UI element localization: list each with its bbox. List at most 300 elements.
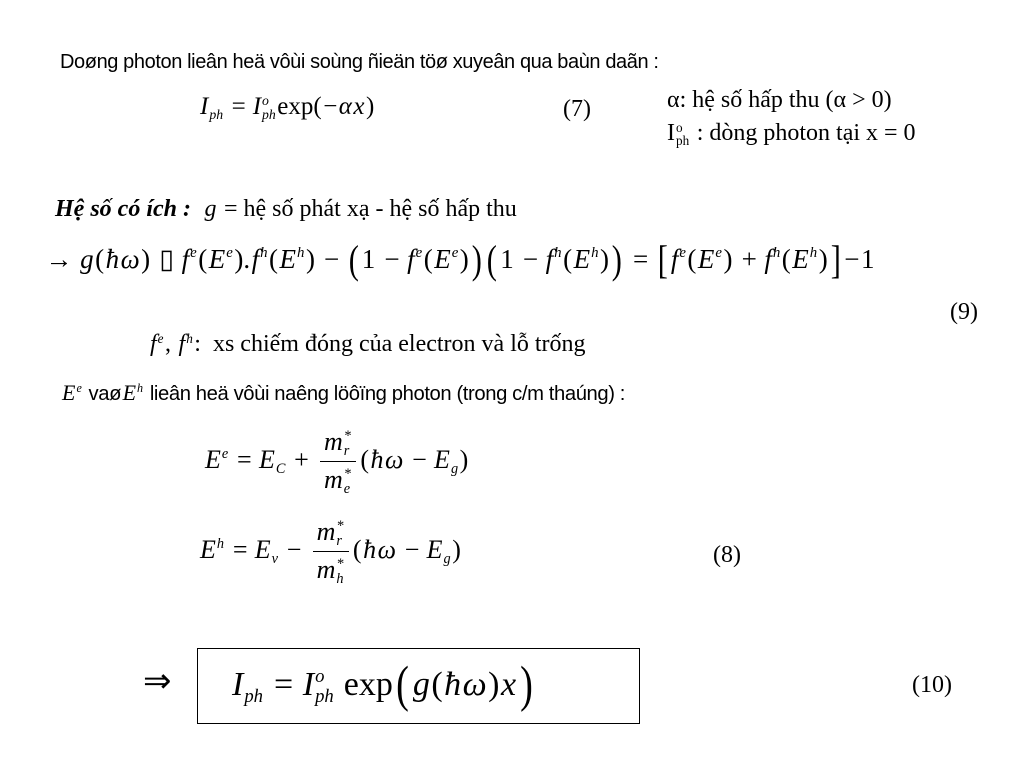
superscript: *	[343, 466, 351, 483]
math-script	[244, 667, 263, 706]
subscript: g	[450, 460, 459, 477]
math-glyph: ħ	[444, 665, 462, 703]
math-glyph: = hệ số phát xạ - hệ số hấp thu	[217, 196, 517, 222]
math-term	[353, 92, 364, 122]
math-glyph: E	[279, 244, 297, 275]
math-glyph: [	[657, 237, 668, 282]
math-term	[460, 444, 469, 475]
math-term	[259, 444, 285, 477]
math-term	[280, 243, 305, 277]
math-term	[55, 195, 203, 224]
math-term	[488, 665, 499, 706]
math-bracket	[471, 237, 483, 282]
math-term	[370, 444, 383, 475]
math-script	[715, 246, 722, 277]
math-glyph: )	[818, 244, 828, 275]
math-term	[667, 119, 689, 148]
math-glyph: )	[452, 534, 461, 564]
math-glyph: I	[252, 93, 262, 120]
math-term	[764, 243, 780, 277]
math-term	[324, 464, 351, 497]
math-term	[255, 534, 278, 567]
math-script	[137, 382, 143, 407]
math-term	[62, 380, 82, 408]
math-glyph: f	[764, 244, 772, 275]
math-script	[344, 429, 351, 459]
math-glyph: f	[407, 244, 415, 275]
math-term	[141, 243, 150, 275]
math-glyph: f	[178, 331, 186, 357]
math-glyph: =	[232, 534, 248, 564]
math-script	[810, 246, 817, 277]
math-term	[378, 534, 396, 565]
math-glyph: I	[667, 120, 675, 146]
math-glyph: (	[431, 665, 443, 703]
math-script	[451, 447, 458, 477]
math-operator	[633, 243, 648, 275]
math-glyph: x	[501, 665, 517, 703]
occupancy-definition	[150, 330, 587, 359]
math-script	[344, 467, 351, 497]
math-glyph: (	[687, 244, 697, 275]
math-glyph: E	[697, 244, 715, 275]
math-term	[204, 195, 216, 224]
math-operator	[237, 444, 252, 475]
math-glyph: +	[741, 244, 757, 275]
fraction-numerator	[313, 516, 349, 552]
math-operator	[294, 444, 309, 475]
math-term	[179, 330, 193, 359]
math-term	[407, 243, 422, 277]
math-glyph: I	[200, 93, 209, 120]
math-glyph: E	[208, 244, 226, 275]
math-term	[182, 243, 197, 277]
math-script	[336, 519, 343, 549]
equation-10	[232, 657, 536, 713]
math-term	[339, 92, 352, 122]
math-term	[546, 243, 562, 277]
equation-8-electron	[205, 426, 470, 497]
math-bracket	[396, 657, 410, 713]
math-operator	[384, 243, 399, 275]
equation-label-10: (10)	[912, 672, 952, 698]
math-glyph: m	[323, 465, 343, 495]
math-operator	[159, 243, 174, 275]
math-script	[444, 537, 451, 567]
math-glyph: E	[792, 244, 809, 275]
math-term	[360, 444, 369, 475]
alpha-definition: α: hệ số hấp thu (α > 0)	[667, 87, 892, 113]
math-glyph: g	[204, 196, 217, 222]
subscript	[810, 262, 817, 278]
superscript: e	[679, 245, 686, 262]
math-glyph: 1	[361, 244, 376, 275]
math-operator	[742, 243, 757, 275]
math-glyph: −	[522, 244, 539, 275]
math-glyph: E	[258, 444, 275, 474]
subscript	[190, 262, 197, 278]
subscript	[158, 345, 164, 359]
math-script	[209, 94, 223, 123]
math-term	[691, 119, 916, 148]
math-glyph: ω	[384, 444, 404, 474]
math-term	[819, 243, 828, 275]
fraction-numerator	[320, 426, 356, 462]
equation-label-8: (8)	[713, 542, 741, 568]
math-operator	[232, 92, 246, 122]
math-term	[413, 665, 430, 706]
subscript	[679, 262, 686, 278]
math-script	[190, 246, 197, 277]
math-term	[317, 516, 344, 549]
fraction-denominator	[320, 462, 356, 497]
math-term	[444, 665, 461, 706]
math-glyph: ω	[462, 665, 487, 703]
gain-coefficient-heading	[55, 195, 518, 224]
subscript	[452, 262, 459, 278]
math-term	[218, 195, 517, 224]
equation-label-9: (9)	[950, 299, 978, 325]
math-bracket	[519, 657, 533, 713]
math-term	[698, 243, 722, 277]
superscript	[244, 667, 263, 687]
superscript: e	[190, 245, 197, 262]
math-term	[844, 243, 859, 275]
math-glyph: f	[670, 244, 679, 275]
math-glyph: f	[545, 244, 554, 275]
math-glyph: (	[781, 244, 791, 275]
superscript	[209, 94, 223, 108]
math-glyph: −	[323, 244, 340, 275]
subscript	[554, 262, 561, 278]
fraction-denominator	[313, 552, 349, 587]
superscript: h	[591, 245, 599, 262]
math-script	[773, 246, 780, 277]
superscript: h	[554, 245, 562, 262]
math-operator	[523, 243, 538, 275]
math-glyph: E	[426, 534, 443, 564]
math-script	[676, 121, 689, 149]
math-term	[106, 243, 120, 275]
math-glyph: g	[412, 665, 430, 703]
math-bracket	[486, 237, 498, 282]
math-term	[205, 444, 228, 477]
math-glyph: )	[141, 244, 151, 275]
math-fraction	[313, 516, 349, 587]
math-glyph: I	[302, 665, 315, 703]
math-glyph: ω	[377, 534, 396, 564]
math-glyph: −	[404, 534, 420, 564]
math-script	[222, 447, 228, 477]
math-term	[385, 444, 403, 475]
math-term	[121, 243, 140, 275]
math-glyph: E	[573, 244, 591, 275]
math-glyph: 1	[860, 244, 875, 275]
math-glyph: ω	[120, 244, 140, 275]
math-glyph: (	[198, 244, 208, 275]
math-term	[123, 380, 144, 408]
math-glyph: −	[286, 534, 302, 564]
math-term	[687, 243, 696, 275]
math-glyph: α	[338, 93, 352, 120]
math-glyph: −	[412, 444, 427, 474]
math-glyph: 1	[500, 244, 514, 275]
math-glyph: E	[200, 534, 216, 564]
math-glyph: Hệ số có ích :	[55, 196, 203, 222]
math-term	[600, 243, 609, 275]
math-glyph: )	[519, 657, 533, 713]
math-glyph: : xs chiếm đóng của electron và lỗ trống	[194, 331, 586, 357]
math-script	[591, 246, 598, 277]
subscript	[416, 262, 423, 278]
subscript	[591, 262, 598, 278]
subscript: v	[271, 550, 278, 567]
photon-flux-definition	[667, 119, 917, 148]
math-glyph: −	[323, 93, 338, 120]
math-glyph: )	[599, 244, 609, 275]
math-glyph: f	[181, 244, 190, 275]
math-glyph: ,	[165, 331, 178, 357]
math-script	[186, 332, 193, 360]
subscript: e	[343, 481, 351, 498]
math-operator	[274, 665, 293, 706]
math-glyph: exp(	[277, 93, 322, 120]
math-glyph: m	[316, 517, 336, 546]
math-operator	[412, 444, 427, 475]
math-term	[335, 665, 393, 706]
math-term	[724, 243, 733, 275]
math-term	[792, 243, 817, 277]
math-script	[315, 667, 334, 706]
math-glyph: )	[488, 665, 500, 703]
math-script	[217, 537, 224, 567]
math-glyph: E	[434, 244, 451, 275]
math-glyph: E	[122, 380, 137, 405]
superscript: e	[76, 381, 82, 396]
math-term	[431, 665, 442, 706]
math-operator	[324, 243, 339, 275]
implies-arrow: ⇒	[143, 663, 172, 700]
math-glyph: E	[434, 444, 450, 474]
subscript: ph	[262, 107, 276, 123]
math-glyph: −	[844, 244, 860, 275]
math-glyph: m	[316, 555, 336, 585]
subscript	[715, 262, 722, 278]
math-term	[501, 665, 516, 706]
math-operator	[287, 534, 302, 565]
math-term	[150, 330, 164, 359]
math-term	[317, 554, 344, 587]
math-glyph: ħ	[370, 444, 384, 474]
math-glyph: (	[348, 237, 359, 282]
math-glyph: g	[80, 244, 94, 275]
subscript: h	[336, 571, 344, 588]
math-term	[563, 243, 572, 275]
math-term	[198, 243, 207, 275]
math-glyph: (	[423, 244, 433, 275]
superscript: e	[226, 245, 233, 262]
math-glyph: f	[150, 331, 157, 357]
math-operator	[405, 534, 420, 565]
math-term	[323, 92, 337, 122]
math-glyph: )	[366, 93, 375, 120]
superscript: e	[415, 245, 423, 262]
math-glyph: E	[62, 380, 76, 405]
math-glyph: −	[384, 244, 400, 275]
subscript: ph	[676, 133, 690, 149]
math-script	[679, 246, 686, 277]
math-script	[260, 246, 267, 277]
subscript	[222, 462, 228, 477]
math-glyph: ħ	[363, 534, 377, 564]
math-term	[353, 534, 362, 565]
superscript	[451, 447, 458, 462]
math-glyph: →	[45, 244, 73, 275]
math-glyph: +	[294, 444, 309, 474]
subscript: C	[275, 460, 286, 477]
math-term	[366, 92, 374, 122]
math-glyph: (	[563, 244, 573, 275]
math-script	[452, 246, 459, 277]
math-term	[145, 382, 625, 406]
math-script	[158, 332, 164, 360]
math-glyph: (	[269, 244, 279, 275]
math-term	[427, 534, 451, 567]
math-glyph: (	[352, 534, 362, 564]
equation-7	[200, 92, 376, 123]
math-glyph: =	[237, 444, 252, 474]
math-script	[554, 246, 561, 277]
math-glyph: ]	[830, 237, 842, 282]
math-term	[253, 92, 276, 123]
subscript	[260, 262, 267, 278]
superscript: o	[676, 119, 683, 135]
math-operator	[233, 534, 248, 565]
math-term	[269, 243, 278, 275]
superscript	[444, 537, 451, 552]
math-term	[200, 92, 223, 123]
math-script	[262, 94, 276, 123]
math-script	[76, 382, 81, 407]
superscript: o	[315, 666, 325, 688]
math-term	[452, 534, 461, 565]
math-term	[434, 444, 458, 477]
superscript: *	[336, 556, 344, 573]
superscript: h	[260, 245, 268, 262]
math-term	[95, 243, 104, 275]
math-term	[434, 243, 458, 277]
math-term	[200, 534, 224, 567]
subscript	[217, 552, 224, 567]
math-glyph: =	[633, 244, 649, 275]
math-glyph: ).	[234, 244, 251, 275]
math-glyph: (	[360, 444, 369, 474]
subscript	[137, 395, 143, 408]
math-term	[500, 243, 514, 275]
math-glyph: E	[254, 534, 271, 564]
subscript: r	[336, 533, 342, 550]
math-term	[234, 243, 250, 275]
math-fraction	[320, 426, 356, 497]
math-glyph: I	[232, 665, 244, 703]
math-term	[303, 665, 334, 707]
subscript	[297, 262, 304, 278]
intro-text: Doøng photon lieân heä vôùi soùng ñieän töø xuyeân qua baùn daãn :	[60, 51, 659, 73]
math-glyph: (	[95, 244, 105, 275]
math-term	[574, 243, 599, 277]
math-bracket	[348, 237, 359, 282]
superscript: h	[772, 245, 781, 262]
superscript: h	[186, 330, 193, 346]
math-glyph: (	[396, 657, 410, 713]
math-script	[416, 246, 423, 277]
math-script	[336, 557, 343, 587]
subscript	[186, 345, 193, 359]
math-glyph: E	[205, 444, 221, 474]
math-term	[363, 534, 376, 565]
math-glyph: ħ	[105, 244, 120, 275]
math-glyph: x	[353, 93, 365, 120]
equation-9	[38, 237, 876, 282]
subscript	[773, 262, 780, 278]
math-term	[209, 243, 233, 277]
math-term	[782, 243, 791, 275]
superscript: e	[157, 330, 164, 346]
math-glyph: ▯	[159, 244, 175, 275]
superscript: h	[809, 245, 818, 262]
math-bracket	[830, 237, 842, 282]
superscript: o	[262, 92, 269, 108]
math-operator	[46, 243, 73, 275]
math-term	[277, 92, 321, 122]
superscript: h	[216, 535, 225, 552]
subscript: g	[443, 550, 451, 567]
math-term	[463, 665, 487, 706]
math-bracket	[657, 237, 668, 282]
superscript	[272, 537, 278, 552]
math-glyph: =	[274, 665, 294, 703]
subscript: ph	[209, 107, 224, 123]
superscript: e	[451, 245, 459, 262]
superscript: e	[221, 445, 229, 462]
math-term	[252, 243, 268, 277]
math-glyph: )	[471, 237, 483, 282]
superscript: *	[336, 518, 344, 535]
equation-label-7: (7)	[563, 96, 591, 122]
math-script	[226, 246, 233, 277]
math-term	[861, 243, 875, 275]
superscript: h	[297, 245, 305, 262]
superscript: h	[137, 381, 144, 396]
math-glyph: : dòng photon tại x = 0	[690, 120, 916, 146]
equation-8-hole	[200, 516, 462, 587]
energy-relation-intro	[62, 380, 627, 408]
math-glyph: )	[723, 244, 733, 275]
math-term	[83, 382, 121, 406]
subscript: ph	[244, 686, 264, 708]
math-glyph: =	[231, 93, 246, 120]
math-glyph: )	[459, 444, 469, 474]
math-term	[194, 330, 585, 359]
math-term	[424, 243, 433, 275]
math-term	[671, 243, 686, 277]
superscript	[276, 447, 286, 462]
math-glyph: exp	[335, 665, 393, 703]
math-glyph: lieân heä vôùi naêng löôïng photon (trong c/m thaúng) :	[144, 383, 626, 405]
math-glyph: )	[305, 244, 315, 275]
math-term	[324, 426, 351, 459]
math-glyph: f	[251, 244, 260, 275]
